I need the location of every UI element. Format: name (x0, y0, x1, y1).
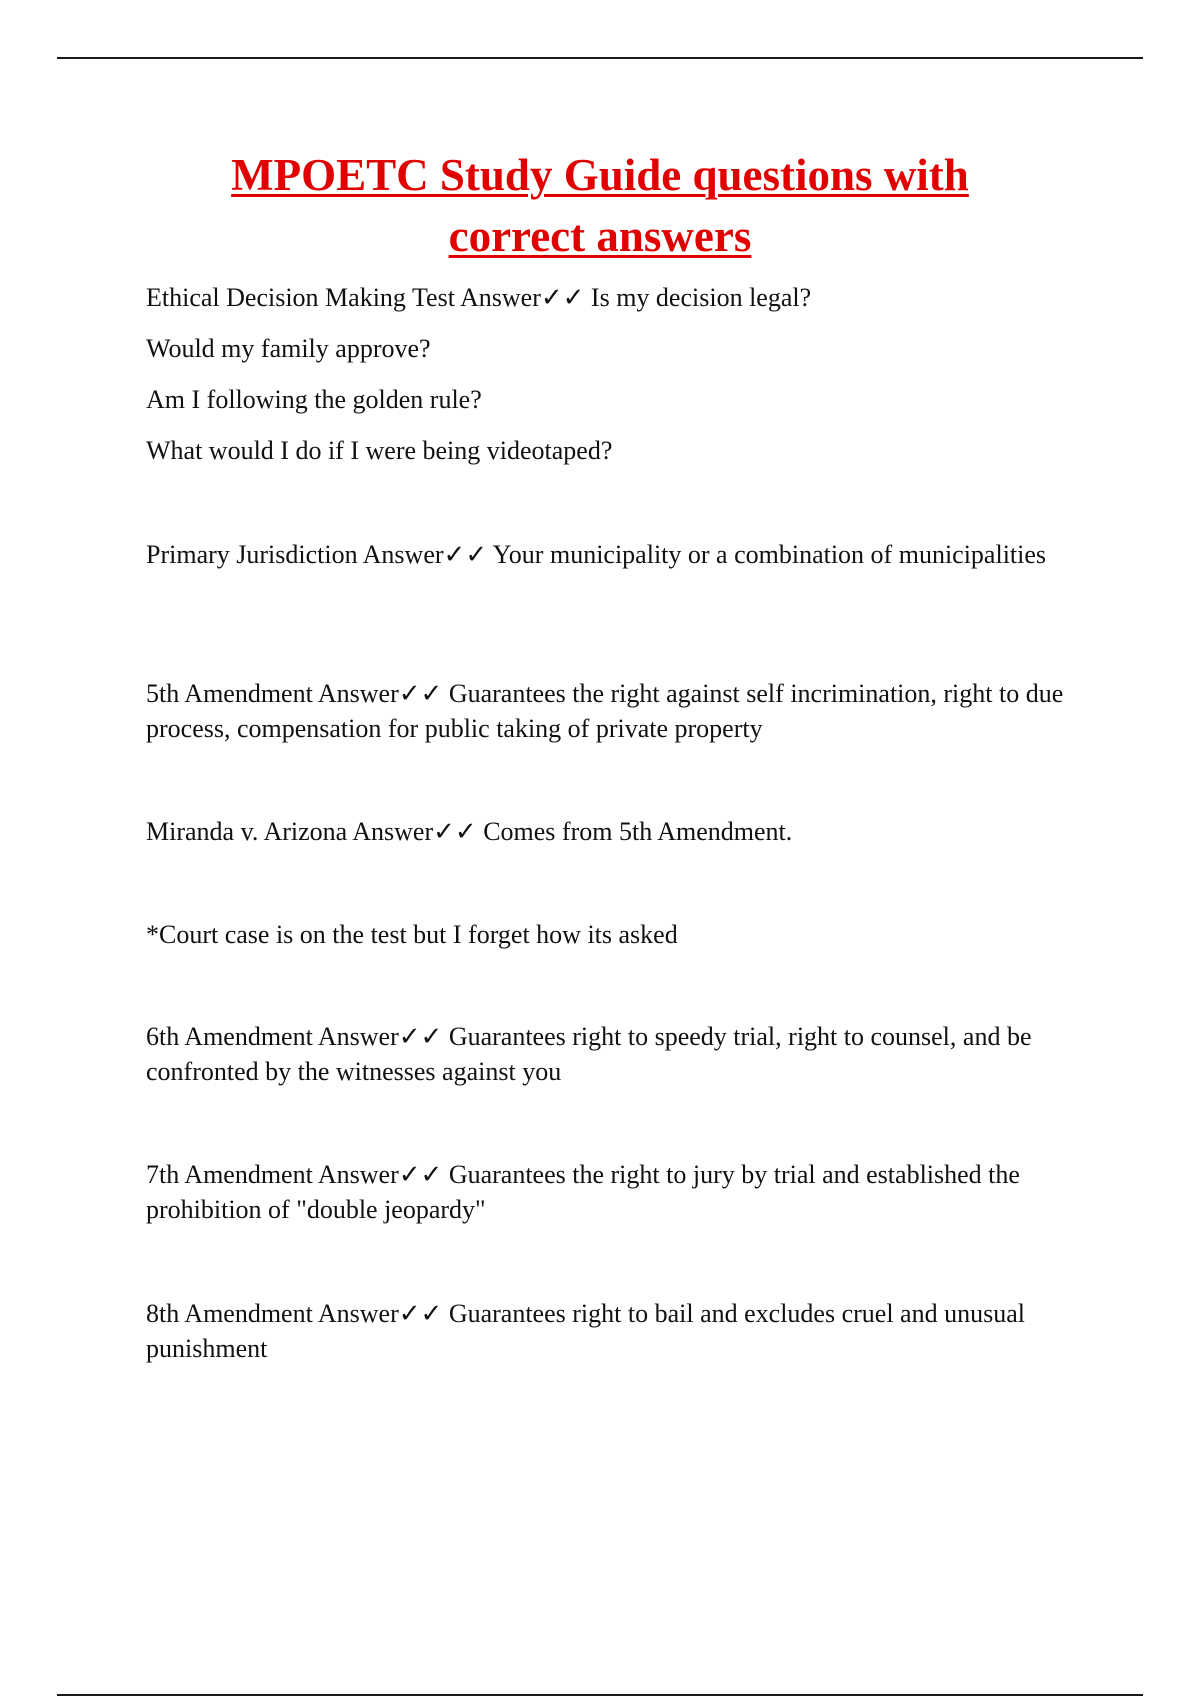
document-title (100, 145, 1100, 267)
header-rule (57, 57, 1143, 59)
entry-court-case-note: *Court case is on the test but I forget how its asked (146, 920, 678, 949)
entry-5th-amendment: 5th Amendment Answer✓✓ Guarantees the right against self incrimination, right to due process, compensation for public taking of private property (146, 679, 1064, 743)
entry-8th-amendment: 8th Amendment Answer✓✓ Guarantees right to bail and excludes cruel and unusual punishment (146, 1299, 1025, 1363)
entry-miranda: Miranda v. Arizona Answer✓✓ Comes from 5th Amendment. (146, 817, 793, 846)
entry-text: Would my family approve? (146, 334, 431, 363)
entry-6th-amendment: 6th Amendment Answer✓✓ Guarantees right to speedy trial, right to counsel, and be confronted by the witnesses against you (146, 1022, 1032, 1086)
title-line-2: correct answers (448, 211, 752, 261)
entry-text: What would I do if I were being videotaped? (146, 436, 613, 465)
entry-text: Am I following the golden rule? (146, 385, 482, 414)
entry-7th-amendment: 7th Amendment Answer✓✓ Guarantees the right to jury by trial and established the prohibition of "double jeopardy" (146, 1160, 1020, 1224)
first-entry (146, 280, 1096, 484)
title-line-1: MPOETC Study Guide questions with (231, 150, 969, 200)
footer-rule (57, 1694, 1143, 1696)
entry-primary-jurisdiction: Primary Jurisdiction Answer✓✓ Your municipality or a combination of municipalities (146, 540, 1047, 569)
entry-text: Ethical Decision Making Test Answer✓✓ Is my decision legal? (146, 283, 812, 312)
